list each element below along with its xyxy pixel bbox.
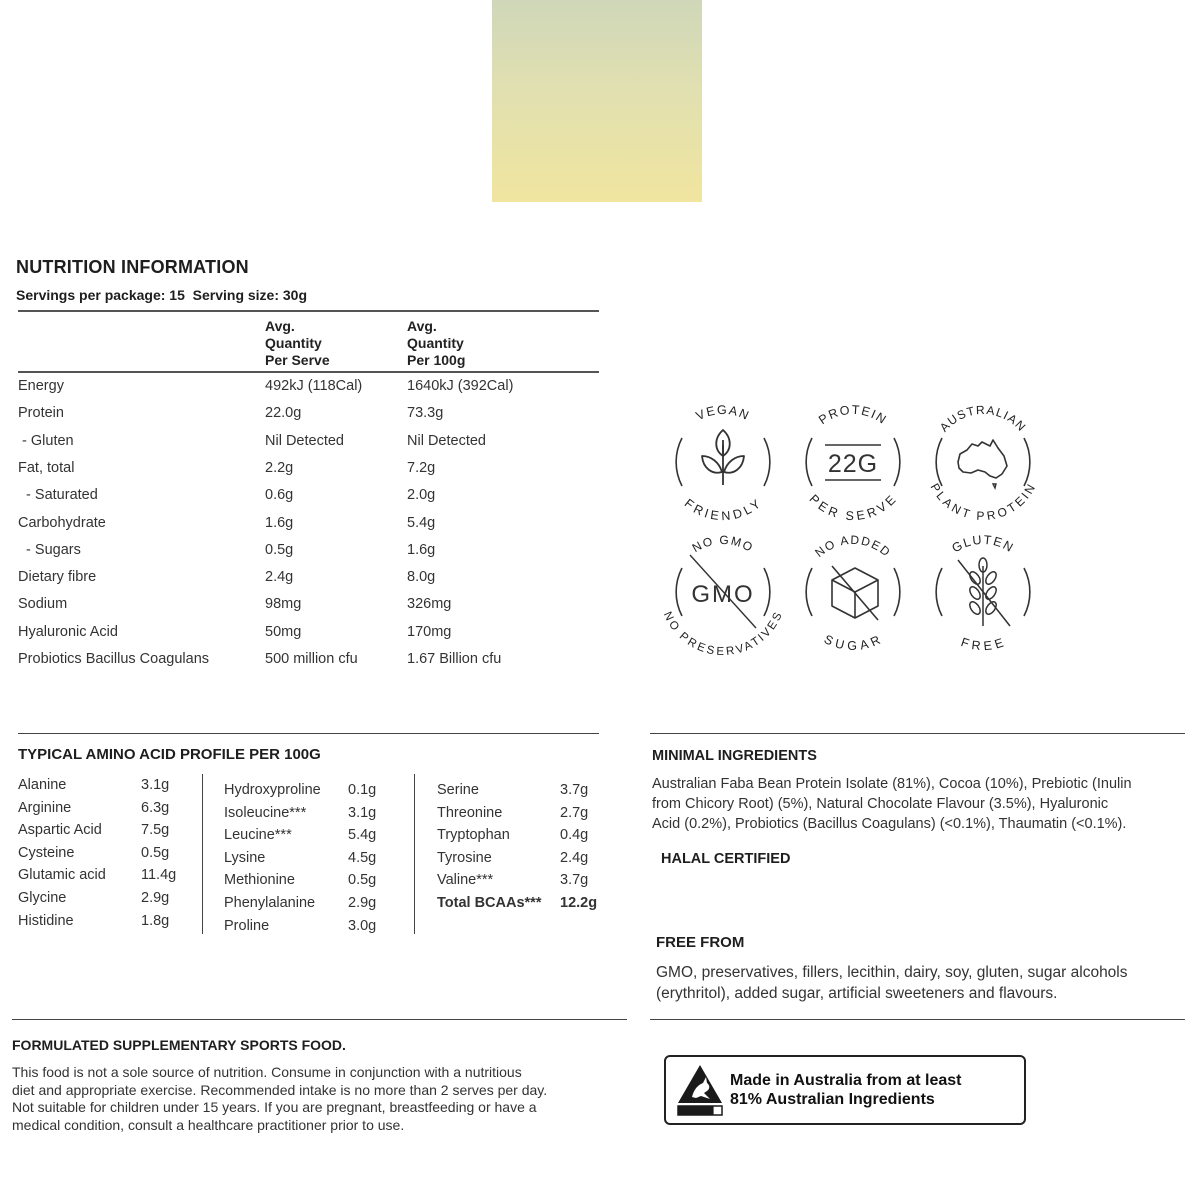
vegan-bottom-text: FRIENDLY xyxy=(681,496,765,524)
nutrient-name: Protein xyxy=(18,405,64,422)
svg-text:SUGAR xyxy=(822,632,884,653)
amino-acid-name: Isoleucine*** xyxy=(224,804,307,821)
made-in-australia-text: Made in Australia from at least 81% Australian Ingredients xyxy=(730,1072,962,1108)
australian-plant-protein-badge xyxy=(927,403,1038,523)
per-serve-value: 500 million cfu xyxy=(265,651,358,667)
no-sugar-bottom-text: SUGAR xyxy=(821,632,885,653)
gluten-bottom-text: FREE xyxy=(959,635,1007,654)
protein-top-text: PROTEIN xyxy=(816,402,890,428)
nutrient-name: Hyaluronic Acid xyxy=(18,623,118,640)
amino-acid-row xyxy=(437,872,617,895)
amino-acid-row xyxy=(18,800,198,823)
amino-acid-name: Tyrosine xyxy=(437,849,492,866)
formulated-title: FORMULATED SUPPLEMENTARY SPORTS FOOD. xyxy=(12,1037,346,1053)
col-header-per-100g: Avg. Quantity Per 100g xyxy=(407,318,466,368)
amino-acid-row xyxy=(224,895,404,918)
amino-acid-value: 12.2g xyxy=(560,894,598,911)
nutrition-row xyxy=(18,405,598,425)
ingredients-text: Australian Faba Bean Protein Isolate (81%), Cocoa (10%), Prebiotic (Inulin from Chicory Root) (5%), Natural Chocolate Flavour (3.5%), Hyaluronic Acid (0.2%), Probiotics (Bacillus Coagulans) (<0.1%), Thaumatin (<0.1%). xyxy=(652,776,1132,832)
nutrition-row xyxy=(18,651,598,671)
per-serve-value: 98mg xyxy=(265,596,302,613)
gluten-free-badge xyxy=(936,533,1030,653)
per-serve-value: 50mg xyxy=(265,623,302,640)
amino-acid-value: 0.4g xyxy=(560,827,589,844)
per-100g-value: 170mg xyxy=(407,623,452,640)
servings-info: Servings per package: 15 Serving size: 30g xyxy=(16,287,308,303)
amino-acid-row xyxy=(224,872,404,895)
nutrition-row xyxy=(18,460,598,480)
amino-acid-row xyxy=(437,850,617,873)
amino-acid-name: Valine*** xyxy=(437,872,494,889)
svg-text:FRIENDLY xyxy=(682,496,764,523)
no-sugar-top-text: NO ADDED xyxy=(812,532,894,560)
amino-acid-name: Arginine xyxy=(18,799,72,816)
amino-acid-name: Histidine xyxy=(18,912,74,929)
amino-acid-row xyxy=(437,782,617,805)
amino-acid-value: 0.1g xyxy=(348,782,377,798)
per-100g-value: 326mg xyxy=(407,596,452,613)
nutrition-header-rule xyxy=(18,371,599,373)
amino-acid-value: 6.3g xyxy=(141,799,170,816)
amino-acid-row xyxy=(18,890,198,913)
per-100g-value: 1.6g xyxy=(407,541,436,558)
nutrition-top-rule xyxy=(18,310,599,312)
amino-acid-value: 2.9g xyxy=(141,889,170,906)
amino-acid-name: Aspartic Acid xyxy=(18,822,102,839)
amino-acid-value: 11.4g xyxy=(141,867,177,884)
amino-acid-name: Tryptophan xyxy=(437,827,510,844)
amino-acid-value: 5.4g xyxy=(348,827,377,844)
per-serve-value: Nil Detected xyxy=(265,432,344,449)
amino-acid-row xyxy=(224,918,404,941)
amino-acid-name: Methionine xyxy=(224,872,295,889)
amino-acid-name: Hydroxyproline xyxy=(224,782,321,798)
amino-acid-name: Serine xyxy=(437,782,479,798)
amino-acid-value: 4.5g xyxy=(348,849,377,866)
amino-acid-value: 2.9g xyxy=(348,894,377,911)
nutrition-row xyxy=(18,487,598,507)
nutrition-row xyxy=(18,624,598,644)
australia-map-icon xyxy=(958,440,1007,478)
amino-top-rule xyxy=(18,733,599,734)
badge-grid xyxy=(660,400,1050,660)
no-added-sugar-badge xyxy=(806,533,900,653)
amino-acid-name: Lysine xyxy=(224,849,266,866)
australian-ingredients-bar-fill xyxy=(678,1106,714,1115)
amino-acid-name: Glycine xyxy=(18,889,67,906)
nutrient-name: Probiotics Bacillus Coagulans xyxy=(18,651,210,667)
amino-acid-row xyxy=(18,913,198,936)
per-100g-value: 1640kJ (392Cal) xyxy=(407,378,514,394)
svg-text:AUSTRALIAN xyxy=(937,403,1029,435)
nutrition-row xyxy=(18,433,598,453)
nutrient-name: Fat, total xyxy=(18,459,75,476)
svg-text:PROTEIN xyxy=(816,403,890,427)
amino-acid-row xyxy=(18,822,198,845)
amino-acid-value: 2.7g xyxy=(560,804,589,821)
svg-text:VEGAN xyxy=(694,403,752,423)
protein-per-serve-badge xyxy=(806,403,900,523)
amino-acid-row xyxy=(18,867,198,890)
protein-bottom-text: PER SERVE xyxy=(806,491,900,524)
amino-acid-value: 0.5g xyxy=(141,844,170,861)
nutrition-row xyxy=(18,569,598,589)
amino-column-3 xyxy=(437,782,617,918)
amino-acid-value: 7.5g xyxy=(141,822,170,839)
per-100g-value: 73.3g xyxy=(407,405,444,422)
svg-text:NO PRESERVATIVES xyxy=(661,610,785,658)
amino-acid-name: Proline xyxy=(224,917,270,934)
australian-bottom-text: PLANT PROTEIN xyxy=(927,480,1039,524)
amino-acid-row xyxy=(18,845,198,868)
svg-text:FREE xyxy=(959,635,1007,653)
svg-text:PER SERVE xyxy=(806,492,899,523)
per-serve-value: 22.0g xyxy=(265,405,302,422)
per-serve-value: 1.6g xyxy=(265,514,294,531)
vegan-friendly-badge xyxy=(676,403,770,523)
svg-text:PLANT PROTEIN xyxy=(927,481,1038,523)
nutrition-row xyxy=(18,378,598,398)
amino-acid-row xyxy=(437,827,617,850)
per-100g-value: Nil Detected xyxy=(407,432,486,449)
amino-acid-row xyxy=(224,782,404,805)
amino-acid-row xyxy=(437,895,617,918)
no-gmo-badge xyxy=(661,533,785,658)
amino-column-1 xyxy=(18,777,198,935)
amino-divider-1 xyxy=(202,774,203,934)
no-gmo-bottom-text: NO PRESERVATIVES xyxy=(660,610,786,659)
per-serve-value: 0.6g xyxy=(265,487,294,504)
amino-acid-row xyxy=(224,827,404,850)
col-header-per-serve: Avg. Quantity Per Serve xyxy=(265,318,330,368)
amino-acid-name: Cysteine xyxy=(18,844,75,861)
amino-acid-value: 3.7g xyxy=(560,872,589,889)
nutrient-name: - Saturated xyxy=(18,487,98,504)
amino-column-2 xyxy=(224,782,404,940)
nutrient-name: - Sugars xyxy=(18,541,81,558)
product-colour-swatch xyxy=(492,0,702,202)
amino-acid-value: 2.4g xyxy=(560,849,589,866)
amino-acid-value: 3.1g xyxy=(141,777,170,793)
amino-acid-name: Total BCAAs*** xyxy=(437,894,542,911)
formulated-text: This food is not a sole source of nutrition. Consume in conjunction with a nutritious diet and appropriate exercise. Recommended intake is no more than 2 serves per day. Not suitable for children under 15 years. If you are pregnant, breastfeeding or have a medical condition, consult a healthcare practitioner prior to use. xyxy=(12,1064,548,1133)
australian-top-text: AUSTRALIAN xyxy=(936,402,1030,435)
amino-acid-value: 0.5g xyxy=(348,872,377,889)
per-serve-value: 2.2g xyxy=(265,459,294,476)
nutrition-row xyxy=(18,515,598,535)
amino-title: TYPICAL AMINO ACID PROFILE PER 100G xyxy=(18,746,321,763)
per-serve-value: 0.5g xyxy=(265,541,294,558)
amino-acid-value: 1.8g xyxy=(141,912,170,929)
halal-certified-label: HALAL CERTIFIED xyxy=(661,851,791,867)
gmo-center-text: GMO xyxy=(691,581,755,608)
svg-text:NO GMO xyxy=(690,533,756,555)
per-serve-value: 2.4g xyxy=(265,569,294,586)
nutrition-title: NUTRITION INFORMATION xyxy=(16,257,249,277)
nutrient-name: - Gluten xyxy=(18,432,74,449)
leaf-plant-icon xyxy=(702,430,744,485)
nutrient-name: Dietary fibre xyxy=(18,569,97,586)
wheat-icon xyxy=(958,558,1010,626)
ingredients-top-rule xyxy=(650,733,1185,734)
ingredients-title: MINIMAL INGREDIENTS xyxy=(652,748,817,764)
gluten-top-text: GLUTEN xyxy=(949,532,1017,556)
amino-acid-name: Alanine xyxy=(18,777,67,793)
free-from-title: FREE FROM xyxy=(656,934,745,951)
amino-divider-2 xyxy=(414,774,415,934)
amino-acid-value: 3.1g xyxy=(348,804,377,821)
nutrient-name: Carbohydrate xyxy=(18,514,106,531)
made-in-australia-label xyxy=(664,1055,1026,1125)
amino-acid-name: Phenylalanine xyxy=(224,894,316,911)
formulated-top-rule xyxy=(12,1019,627,1020)
amino-acid-value: 3.0g xyxy=(348,917,377,934)
sugar-cube-icon xyxy=(832,566,878,620)
amino-acid-row xyxy=(437,805,617,828)
per-serve-value: 492kJ (118Cal) xyxy=(265,378,363,394)
free-from-bottom-rule xyxy=(650,1019,1185,1020)
amino-acid-row xyxy=(224,850,404,873)
per-100g-value: 8.0g xyxy=(407,569,436,586)
per-100g-value: 5.4g xyxy=(407,514,436,531)
svg-text:NO ADDED xyxy=(812,533,894,560)
kangaroo-triangle-icon xyxy=(676,1063,724,1117)
vegan-top-text: VEGAN xyxy=(693,402,753,424)
amino-acid-row xyxy=(224,805,404,828)
nutrition-row xyxy=(18,596,598,616)
per-100g-value: 2.0g xyxy=(407,487,436,504)
nutrition-row xyxy=(18,542,598,562)
amino-acid-name: Glutamic acid xyxy=(18,867,106,884)
per-100g-value: 7.2g xyxy=(407,459,436,476)
nutrient-name: Energy xyxy=(18,378,64,394)
amino-acid-row xyxy=(18,777,198,800)
svg-text:GLUTEN xyxy=(950,533,1017,556)
per-100g-value: 1.67 Billion cfu xyxy=(407,651,502,667)
protein-amount-text: 22G xyxy=(827,450,879,478)
nutrient-name: Sodium xyxy=(18,596,68,613)
no-gmo-top-text: NO GMO xyxy=(689,532,757,556)
amino-acid-name: Leucine*** xyxy=(224,827,292,844)
free-from-text: GMO, preservatives, fillers, lecithin, dairy, soy, gluten, sugar alcohols (erythritol), added sugar, artificial sweeteners and flavours. xyxy=(656,964,1128,1002)
amino-acid-value: 3.7g xyxy=(560,782,589,798)
amino-acid-name: Threonine xyxy=(437,804,503,821)
